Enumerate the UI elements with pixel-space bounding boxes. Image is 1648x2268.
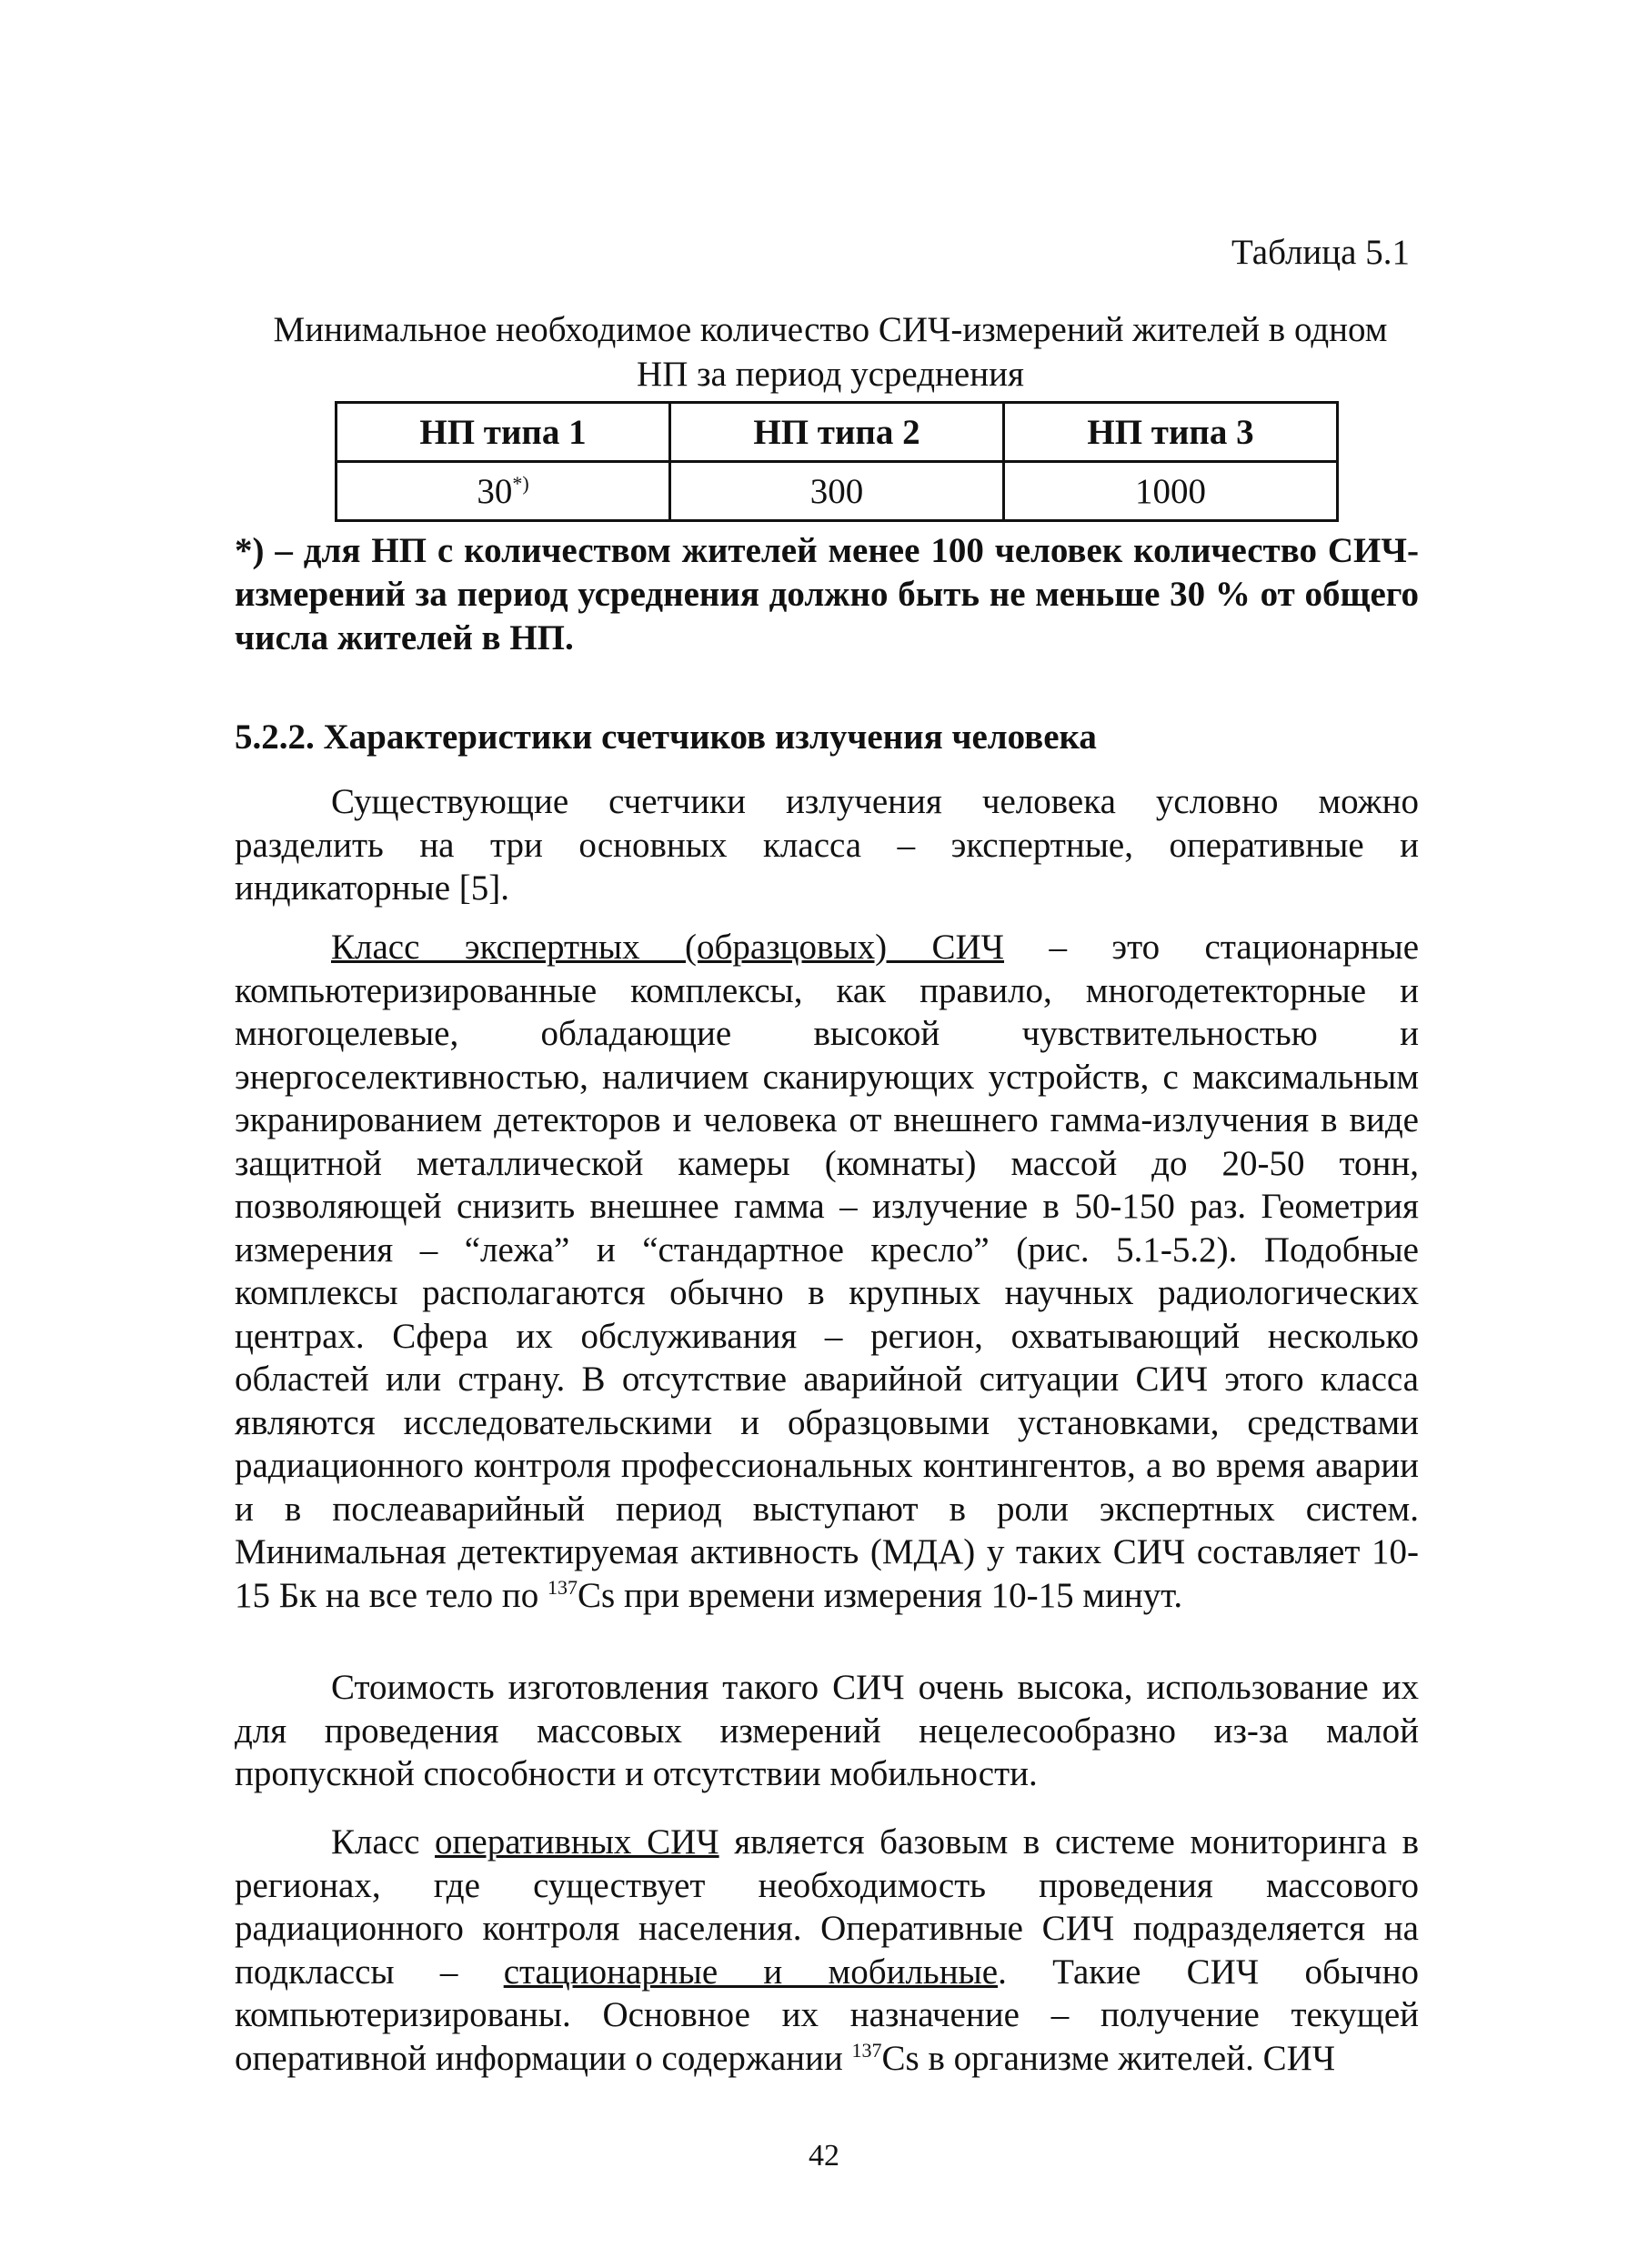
isotope-mass-number: 137 bbox=[548, 1575, 578, 1599]
table-row bbox=[337, 462, 1338, 521]
paragraph: Существующие счетчики излучения человека условно можно разделить на три основных класса – экспертные, оперативные и индикаторные [5]. bbox=[235, 782, 1419, 908]
table-cell bbox=[337, 462, 670, 521]
table-label: Таблица 5.1 bbox=[1231, 233, 1410, 272]
paragraph-text: . Такие СИЧ обычно компьютеризированы. Основное их назначение – получение текущей оперативной информации о содержании bbox=[235, 1952, 1419, 2078]
paragraph-text: Cs при времени измерения 10-15 минут. bbox=[578, 1575, 1183, 1615]
table-header-cell: НП типа 3 bbox=[1004, 403, 1338, 462]
paragraph-text: – это стационарные компьютеризированные комплексы, как правило, многодетекторные и многоцелевые, обладающие высокой чувствительностью и энергоселективностью, наличием сканирующих устройств, с максимальным экранированием детекторов и человека от внешнего гамма-излучения в виде защитной металлической камеры (комнаты) массой до 20-50 тонн, позволяющей снизить внешнее гамма – излучение в 50-150 раз. Геометрия измерения – “лежа” и “стандартное кресло” (рис. 5.1-5.2). Подобные комплексы располагаются обычно в крупных научных радиологических центрах. Сфера их обслуживания – регион, охватывающий несколько областей или страну. В отсутствие аварийной ситуации СИЧ этого класса являются исследовательскими и образцовыми установками, средствами радиационного контроля профессиональных контингентов, а во время аварии и в послеаварийный период выступают в роли экспертных систем. Минимальная детектируемая активность (МДА) у таких СИЧ составляет 10-15 Бк на все тело по bbox=[235, 928, 1420, 1615]
table-cell: 300 bbox=[670, 462, 1004, 521]
table-header-row bbox=[337, 403, 1338, 462]
underlined-term: оперативных СИЧ bbox=[435, 1822, 719, 1862]
table-cell: 1000 bbox=[1004, 462, 1338, 521]
footnote-mark: *) bbox=[512, 471, 529, 495]
underlined-term: Класс экспертных (образцовых) СИЧ bbox=[331, 928, 1005, 967]
isotope-mass-number: 137 bbox=[851, 2038, 882, 2062]
paragraph: Стоимость изготовления такого СИЧ очень высока, использование их для проведения массовых измерений нецелесообразно из-за малой пропускной способности и отсутствии мобильности. bbox=[235, 1668, 1419, 1793]
measurements-table bbox=[335, 401, 1339, 522]
table-cell-value: 30 bbox=[477, 471, 513, 511]
paragraph-text: Класс bbox=[331, 1822, 436, 1862]
paragraph bbox=[235, 1821, 1419, 2080]
table-footnote: *) – для НП с количеством жителей менее 100 человек количество СИЧ-измерений за период усреднения должно быть не меньше 30 % от общего числа жителей в НП. bbox=[235, 531, 1419, 657]
table-header-cell: НП типа 1 bbox=[337, 403, 670, 462]
section-title: 5.2.2. Характеристики счетчиков излучения человека bbox=[235, 718, 1097, 757]
page-number: 42 bbox=[809, 2139, 839, 2173]
table-header-cell: НП типа 2 bbox=[670, 403, 1004, 462]
table-caption: Минимальное необходимое количество СИЧ-измерений жителей в одном НП за период усреднения bbox=[273, 310, 1388, 394]
underlined-term: стационарные и мобильные bbox=[503, 1952, 999, 1992]
paragraph-text: Cs в организме жителей. СИЧ bbox=[881, 2038, 1336, 2078]
paragraph bbox=[235, 926, 1419, 1617]
paragraph-text: является базовым в системе мониторинга в регионах, где существует необходимость проведения массового радиационного контроля населения. Оперативные СИЧ подразделяется на подклассы – bbox=[235, 1822, 1419, 1992]
